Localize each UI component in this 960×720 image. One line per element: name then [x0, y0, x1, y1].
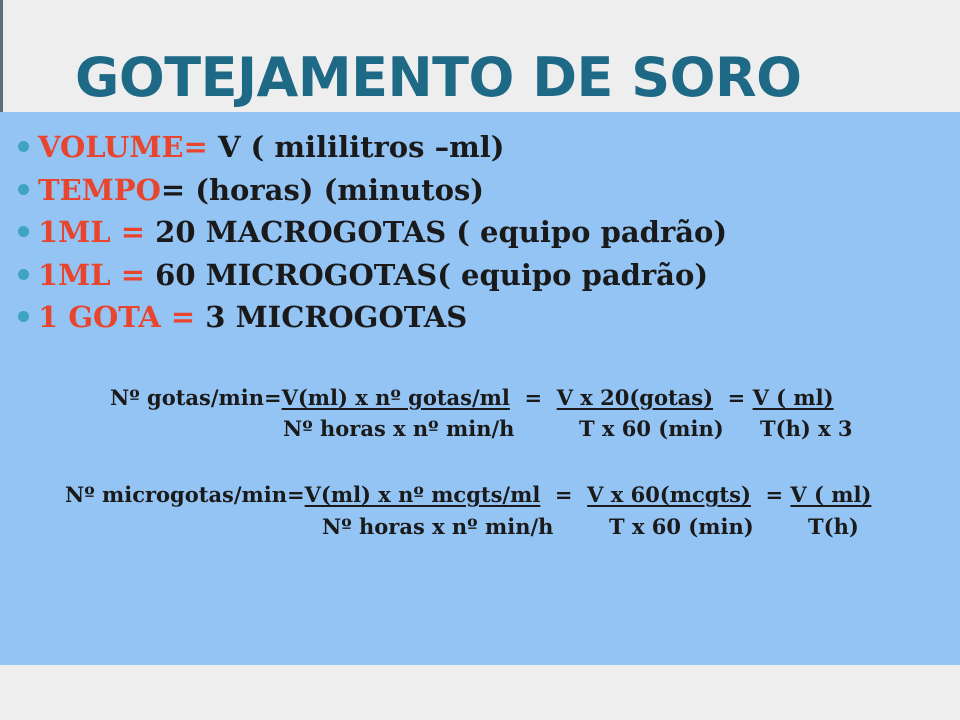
bullet-dot-icon — [18, 226, 29, 237]
formula-microgotas-numerator-line — [65, 481, 871, 509]
formula-microgotas-eq2: = — [750, 482, 791, 507]
formula-gotas-label: Nº gotas/min= — [110, 385, 282, 410]
formula-gotas-num3: V ( ml) — [752, 385, 834, 410]
bullet-gota-key: 1 GOTA = — [38, 300, 206, 334]
formula-gotas-num2: V x 20(gotas) — [556, 385, 714, 410]
bullet-tempo-key: TEMPO — [38, 172, 161, 207]
formula-microgotas-den1: Nº horas x nº min/h — [322, 514, 554, 539]
formula-microgotas-den2: T x 60 (min) — [609, 514, 754, 539]
formula-gotas-eq2: = — [713, 385, 753, 410]
bullet-gota-text: 3 MICROGOTAS — [205, 300, 468, 334]
formula-gotas-den3: T(h) x 3 — [760, 416, 853, 441]
bullet-volume-text: V ( mililitros –ml) — [207, 130, 505, 164]
bullet-volume-key: VOLUME= — [38, 130, 208, 164]
slide-title: GOTEJAMENTO DE SORO — [75, 46, 802, 109]
bullet-tempo-text: = (horas) (minutos) — [160, 172, 484, 207]
bullet-dot-icon — [18, 269, 29, 280]
bullet-microgotas — [0, 256, 727, 299]
bullet-microgotas-text: 60 MICROGOTAS( equipo padrão) — [155, 257, 709, 292]
formula-gotas-num1: V(ml) x nº gotas/ml — [281, 385, 510, 410]
bullet-gota — [0, 298, 727, 341]
bullet-macrogotas — [0, 213, 727, 256]
bullet-tempo — [0, 171, 727, 214]
formula-gotas-den1: Nº horas x nº min/h — [283, 416, 515, 441]
bullet-dot-icon — [18, 141, 29, 152]
formula-microgotas-num2: V x 60(mcgts) — [587, 482, 751, 507]
formula-microgotas-num3: V ( ml) — [790, 482, 872, 507]
bullet-volume — [0, 128, 727, 171]
formula-microgotas-num1: V(ml) x nº mcgts/ml — [304, 482, 541, 507]
bullet-macrogotas-key: 1ML = — [38, 215, 156, 249]
bullet-dot-icon — [18, 311, 29, 322]
formula-gotas-eq1: = — [509, 385, 557, 410]
formula-microgotas-den3: T(h) — [808, 514, 859, 539]
slide-bottom-band — [0, 665, 960, 720]
bullet-list — [0, 128, 727, 341]
formula-gotas-den2: T x 60 (min) — [579, 416, 724, 441]
formula-microgotas-eq1: = — [540, 482, 588, 507]
formula-gotas-numerator-line — [110, 384, 834, 412]
formula-microgotas-label: Nº microgotas/min= — [65, 482, 305, 507]
bullet-macrogotas-text: 20 MACROGOTAS ( equipo padrão) — [155, 215, 728, 249]
bullet-dot-icon — [18, 184, 29, 195]
bullet-microgotas-key: 1ML = — [38, 257, 156, 292]
